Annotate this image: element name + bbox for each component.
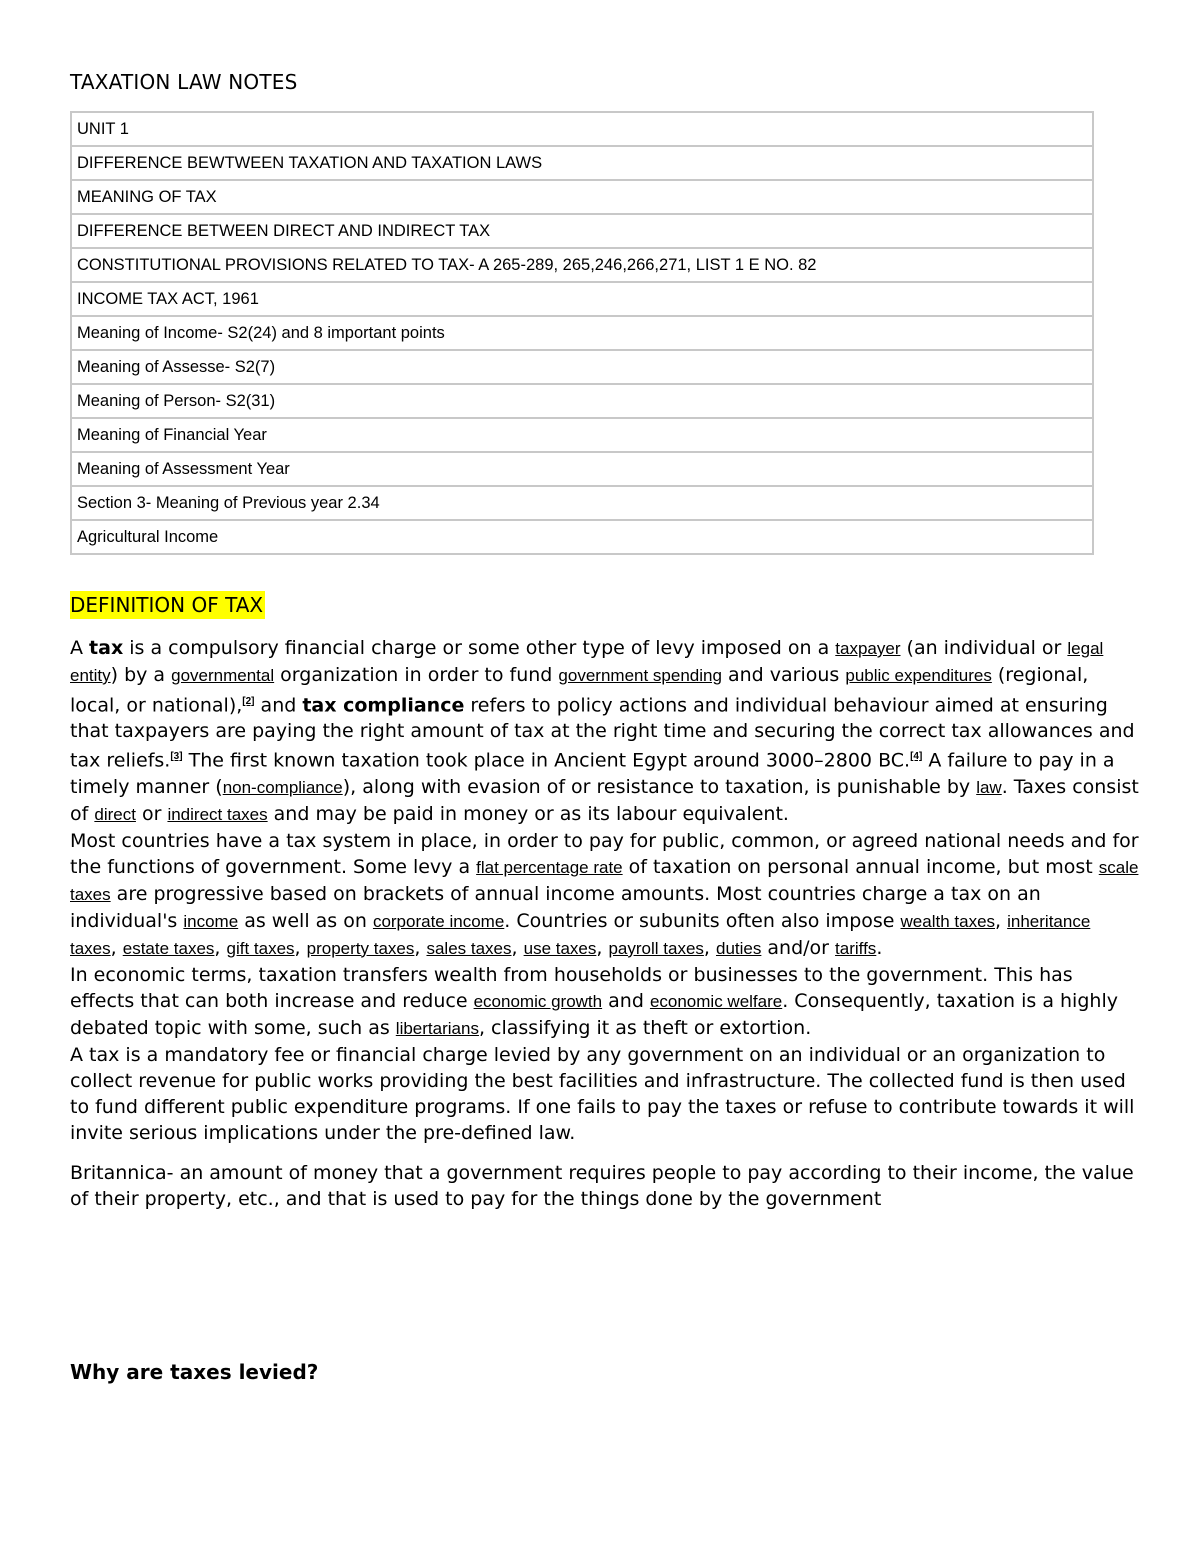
text-run: . Consequently, taxation is a highly debated topic with some, such as	[70, 989, 1118, 1039]
table-cell: DIFFERENCE BEWTWEEN TAXATION AND TAXATION LAWS	[72, 147, 1092, 181]
text-run: ,	[110, 936, 123, 959]
definition-paragraph-2	[70, 828, 1140, 962]
text-run: (regional, local, or national),	[70, 664, 1089, 717]
definition-paragraph-1	[70, 635, 1140, 828]
text-run: ,	[995, 909, 1008, 932]
wiki-link[interactable]: use taxes	[523, 938, 597, 958]
text-run: ,	[214, 936, 227, 959]
wiki-link[interactable]: property taxes	[306, 938, 415, 958]
citation-link[interactable]: [3]	[170, 751, 183, 763]
text-run: ,	[596, 936, 609, 959]
table-cell: Meaning of Assessment Year	[72, 453, 1092, 487]
text-run: are progressive based on brackets of annual income amounts. Most countries charge a tax on an individual's	[70, 882, 1041, 932]
definition-paragraph-4	[70, 1042, 1140, 1146]
table-row	[72, 113, 1092, 147]
wiki-link[interactable]: direct	[94, 804, 136, 824]
table-row	[72, 147, 1092, 181]
britannica-paragraph	[70, 1160, 1140, 1212]
text-run: and	[254, 694, 303, 717]
table-cell: Meaning of Person- S2(31)	[72, 385, 1092, 419]
text-run: of taxation on personal annual income, but most	[622, 855, 1099, 878]
wiki-link[interactable]: public expenditures	[845, 666, 992, 685]
wiki-link[interactable]: flat percentage rate	[476, 857, 623, 877]
citation-link[interactable]: [4]	[910, 751, 923, 763]
wiki-link[interactable]: governmental	[171, 666, 275, 685]
table-row	[72, 385, 1092, 419]
wiki-link[interactable]: duties	[716, 938, 762, 958]
table-cell: MEANING OF TAX	[72, 181, 1092, 215]
text-run: ,	[414, 936, 427, 959]
text-run: and/or	[761, 936, 836, 959]
bold-term: tax compliance	[302, 694, 465, 717]
wiki-link[interactable]: indirect taxes	[167, 804, 268, 824]
wiki-link[interactable]: non-compliance	[222, 777, 343, 797]
table-row	[72, 521, 1092, 553]
table-cell: Agricultural Income	[77, 527, 219, 546]
wiki-link[interactable]: taxpayer	[835, 639, 901, 658]
text-run: and may be paid in money or as its labour equivalent.	[267, 802, 789, 825]
text-run: as well as on	[238, 909, 373, 932]
wiki-link[interactable]: government spending	[558, 666, 722, 685]
text-run: A	[70, 637, 90, 659]
wiki-link[interactable]: gift taxes	[226, 938, 295, 958]
table-row	[72, 419, 1092, 453]
text-run: ), along with evasion of or resistance to taxation, is punishable by	[342, 775, 977, 798]
wiki-link[interactable]: corporate income	[372, 911, 505, 931]
text-run: refers to policy actions and individual behaviour aimed at ensuring that taxpayers are paying the right amount of tax at the right time and securing the correct tax allowances and tax reliefs.	[70, 694, 1135, 772]
text-run: organization in order to fund	[274, 664, 559, 686]
table-cell: Meaning of Financial Year	[72, 419, 1092, 453]
table-row	[72, 215, 1092, 249]
wiki-link[interactable]: economic welfare	[649, 991, 783, 1011]
text-run: ,	[511, 936, 524, 959]
table-cell: Meaning of Income- S2(24) and 8 important points	[72, 317, 1092, 351]
wiki-link[interactable]: law	[976, 777, 1002, 797]
table-row	[72, 283, 1092, 317]
table-row	[72, 487, 1092, 521]
text-run: ,	[703, 936, 716, 959]
definition-paragraph-3	[70, 962, 1140, 1042]
text-run: .	[876, 936, 883, 959]
text-run: Britannica- an amount of money that a government requires people to pay according to their income, the value of their property, etc., and that is used to pay for the things done by the government	[70, 1161, 1134, 1210]
topics-table-body	[72, 113, 1092, 553]
table-row	[72, 453, 1092, 487]
table-row	[72, 181, 1092, 215]
text-run: . Taxes consist of	[70, 775, 1139, 825]
wiki-link[interactable]: legal entity	[70, 639, 1104, 685]
text-run: A tax is a mandatory fee or financial charge levied by any government on an individual or an organization to collect revenue for public works providing the best facilities and infrastructure. The collected fund is then used to fund different public expenditure programs. If one fails to pay the taxes or refuse to contribute towards it will invite serious implications under the pre-defined law.	[70, 1043, 1135, 1144]
wiki-link[interactable]: inheritance taxes	[70, 911, 1091, 958]
definition-body	[70, 635, 1140, 1212]
wiki-link[interactable]: payroll taxes	[608, 938, 704, 958]
table-cell: Meaning of Assesse- S2(7)	[72, 351, 1092, 385]
text-run: is a compulsory financial charge or some other type of levy imposed on a	[123, 637, 836, 659]
text-run: and various	[721, 664, 846, 686]
table-row	[72, 249, 1092, 283]
document-title: TAXATION LAW NOTES	[70, 70, 298, 94]
text-run: or	[135, 802, 168, 825]
table-row	[72, 317, 1092, 351]
text-run: Most countries have a tax system in place, in order to pay for public, common, or agreed national needs and for the functions of government. Some levy a	[70, 829, 1139, 878]
text-run: . Countries or subunits often also impose	[504, 909, 901, 932]
definition-heading: DEFINITION OF TAX	[70, 593, 264, 617]
text-run: ,	[294, 936, 307, 959]
wiki-link[interactable]: economic growth	[473, 991, 603, 1011]
text-run: In economic terms, taxation transfers wealth from households or businesses to the government. This has effects that can both increase and reduce	[70, 963, 1073, 1012]
text-run: , classifying it as theft or extortion.	[478, 1016, 812, 1039]
text-run: ) by a	[110, 664, 172, 686]
wiki-link[interactable]: wealth taxes	[900, 911, 996, 931]
why-taxes-heading: Why are taxes levied?	[70, 1360, 319, 1384]
wiki-link[interactable]: scale taxes	[70, 857, 1139, 904]
text-run: (an individual or	[900, 637, 1068, 659]
text-run: A failure to pay in a timely manner (	[70, 749, 1115, 798]
table-cell: UNIT 1	[72, 113, 1092, 147]
bold-term: tax	[89, 637, 124, 659]
wiki-link[interactable]: income	[183, 911, 239, 931]
text-run: The first known taxation took place in Ancient Egypt around 3000–2800 BC.	[182, 749, 911, 772]
citation-link[interactable]: [2]	[242, 696, 255, 707]
wiki-link[interactable]: sales taxes	[426, 938, 512, 958]
table-cell: INCOME TAX ACT, 1961	[72, 283, 1092, 317]
text-run: and	[602, 989, 650, 1012]
table-cell: DIFFERENCE BETWEEN DIRECT AND INDIRECT TAX	[72, 215, 1092, 249]
wiki-link[interactable]: tariffs	[835, 938, 877, 958]
topics-table	[70, 111, 1094, 555]
table-cell: Section 3- Meaning of Previous year 2.34	[72, 487, 1092, 521]
wiki-link[interactable]: estate taxes	[122, 938, 215, 958]
wiki-link[interactable]: libertarians	[395, 1018, 479, 1038]
table-row	[72, 351, 1092, 385]
table-cell: CONSTITUTIONAL PROVISIONS RELATED TO TAX- A 265-289, 265,246,266,271, LIST 1 E NO. 82	[72, 249, 1092, 283]
